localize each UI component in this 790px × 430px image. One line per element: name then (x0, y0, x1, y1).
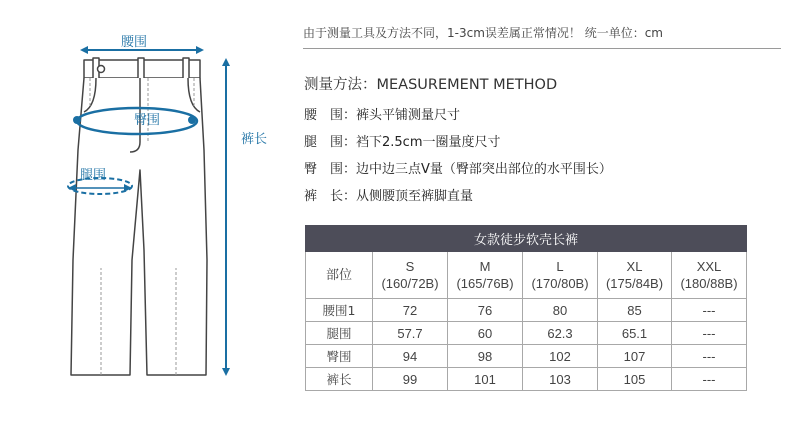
size-name: S (405, 259, 415, 274)
table-cell: 98 (448, 345, 523, 368)
row-label: 臀围 (306, 345, 373, 368)
table-cell: 102 (523, 345, 598, 368)
size-name: M (479, 259, 491, 274)
table-cell: 57.7 (373, 322, 448, 345)
size-header (373, 252, 448, 299)
size-header (448, 252, 523, 299)
table-cell: 105 (598, 368, 672, 391)
table-cell: 103 (523, 368, 598, 391)
table-row (306, 345, 747, 368)
row-label: 腿围 (306, 322, 373, 345)
table-title: 女款徒步软壳长裤 (306, 226, 747, 252)
table-cell: 65.1 (598, 322, 672, 345)
table-cell: 62.3 (523, 322, 598, 345)
size-name: XL (626, 259, 643, 274)
size-name: L (556, 259, 564, 274)
method-title: 测量方法：MEASUREMENT METHOD (304, 77, 558, 93)
size-table (305, 225, 747, 391)
table-cell: 60 (448, 322, 523, 345)
size-name: XXL (696, 259, 722, 274)
table-header-row (306, 252, 747, 299)
size-spec: (175/84B) (605, 276, 664, 291)
table-row (306, 322, 747, 345)
table-cell: 94 (373, 345, 448, 368)
table-corner-label: 部位 (306, 252, 373, 299)
method-item-waist: 腰 围：裤头平铺测量尺寸 (304, 108, 461, 123)
table-cell: 80 (523, 299, 598, 322)
table-row (306, 299, 747, 322)
thigh-label: 腿围 (80, 168, 107, 183)
size-spec: (170/80B) (531, 276, 589, 291)
table-cell: 99 (373, 368, 448, 391)
table-cell: --- (672, 345, 747, 368)
table-cell: 72 (373, 299, 448, 322)
size-header (672, 252, 747, 299)
measurement-note: 由于测量工具及方法不同，1-3cm误差属正常情况！ 统一单位：cm (303, 26, 663, 40)
table-cell: 101 (448, 368, 523, 391)
method-item-hip: 臀 围：边中边三点V量（臀部突出部位的水平围长） (304, 162, 612, 177)
size-header (523, 252, 598, 299)
hip-label: 臀围 (134, 113, 161, 128)
table-cell: --- (672, 368, 747, 391)
method-item-thigh: 腿 围：裆下2.5cm一圈量度尺寸 (304, 135, 501, 150)
pants-outline (71, 58, 207, 375)
divider (303, 48, 781, 49)
size-spec: (180/88B) (680, 276, 738, 291)
pants-diagram (0, 0, 290, 430)
size-spec: (160/72B) (381, 276, 439, 291)
table-title-row (306, 226, 747, 252)
waist-label: 腰围 (121, 35, 148, 50)
table-cell: --- (672, 322, 747, 345)
table-cell: --- (672, 299, 747, 322)
method-item-length: 裤 长：从侧腰顶至裤脚直量 (304, 189, 474, 204)
table-cell: 85 (598, 299, 672, 322)
size-header (598, 252, 672, 299)
row-label: 裤长 (306, 368, 373, 391)
length-label: 裤长 (241, 132, 268, 147)
size-spec: (165/76B) (456, 276, 514, 291)
table-cell: 76 (448, 299, 523, 322)
table-row (306, 368, 747, 391)
table-cell: 107 (598, 345, 672, 368)
row-label: 腰围1 (306, 299, 373, 322)
